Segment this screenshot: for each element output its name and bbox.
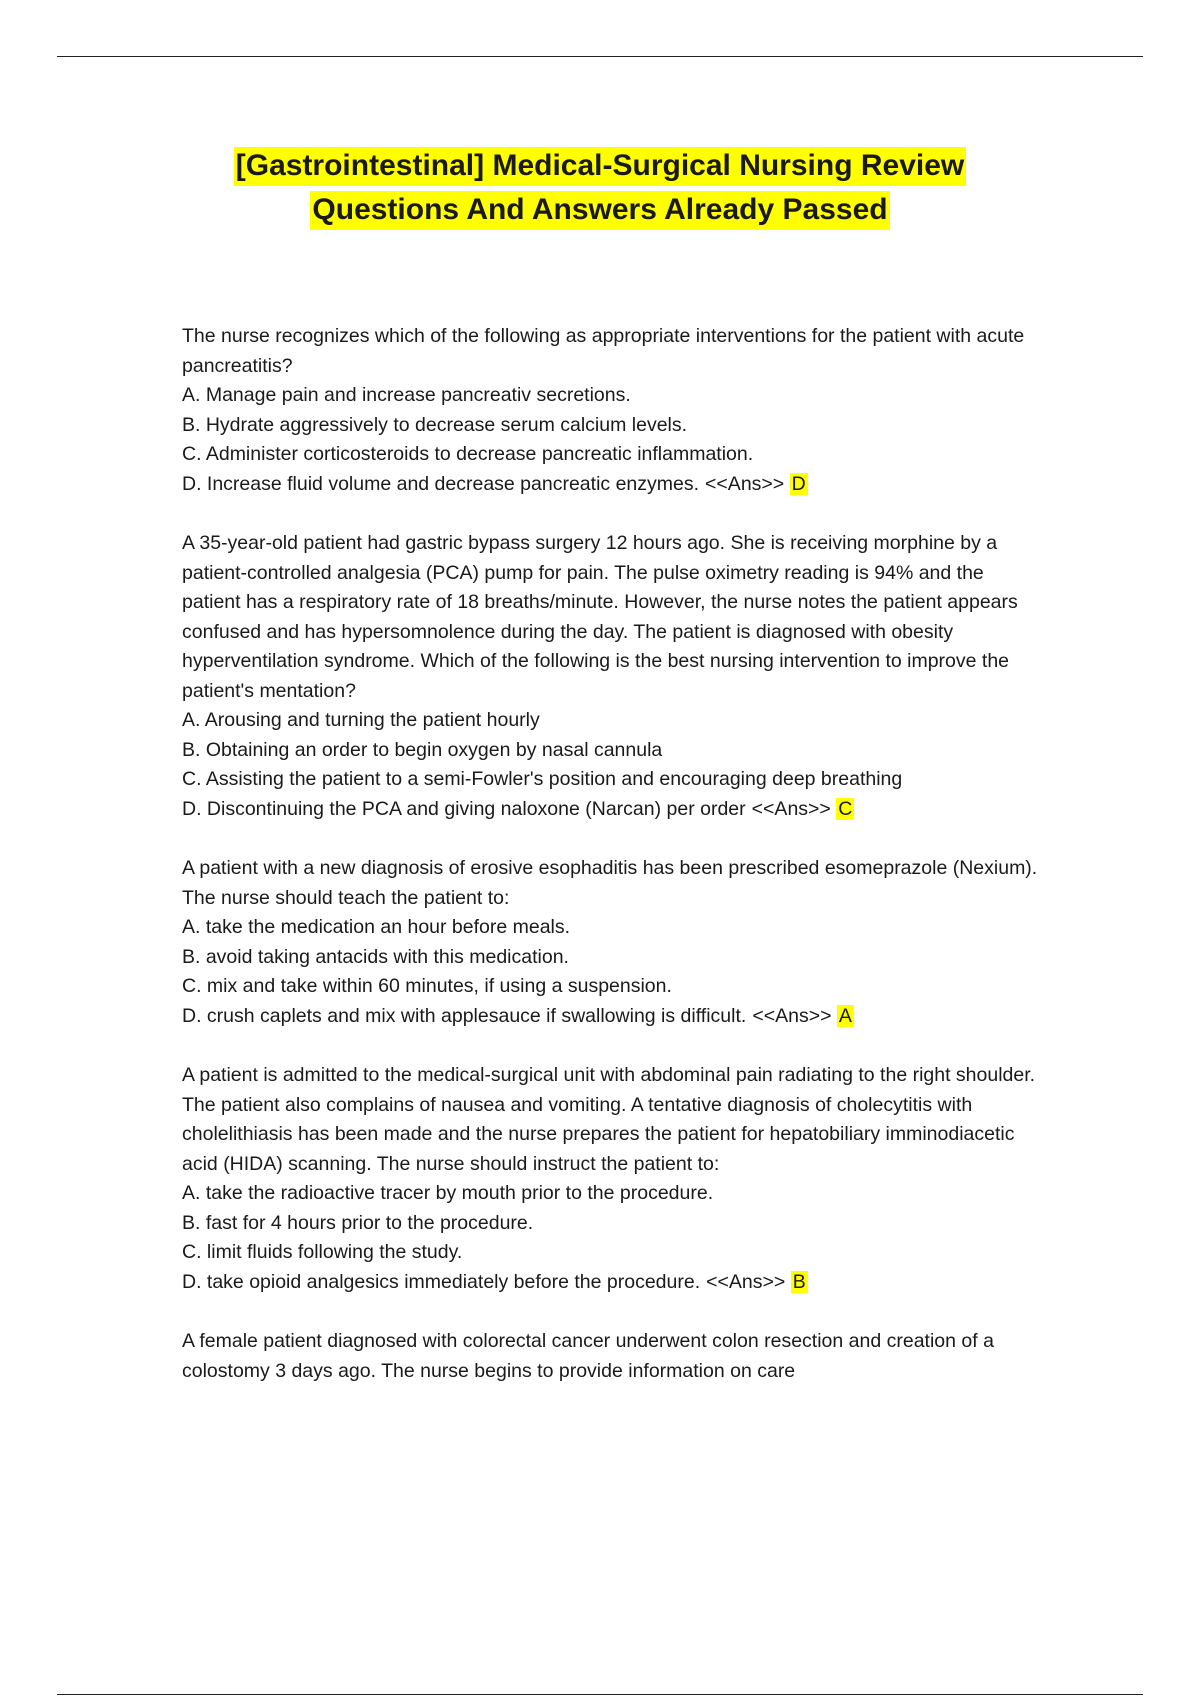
- option-d-with-answer: [182, 470, 1042, 500]
- question-text: A patient with a new diagnosis of erosive esophaditis has been prescribed esomeprazole (Nexium). The nurse should teach the patient to:: [182, 857, 1038, 909]
- answer-letter: B: [792, 1270, 806, 1293]
- document-title: [0, 144, 1200, 232]
- option-a: A. Manage pain and increase pancreativ secretions.: [182, 384, 631, 406]
- option-c: C. Assisting the patient to a semi-Fowler's position and encouraging deep breathing: [182, 768, 903, 790]
- option-d: D. Discontinuing the PCA and giving naloxone (Narcan) per order: [182, 797, 746, 820]
- option-c: C. limit fluids following the study.: [182, 1241, 463, 1263]
- answer-letter: D: [791, 472, 806, 495]
- top-rule: [57, 56, 1143, 57]
- option-a: A. take the medication an hour before meals.: [182, 916, 571, 938]
- answer-prefix: <<Ans>>: [752, 1004, 832, 1027]
- question-text: A patient is admitted to the medical-surgical unit with abdominal pain radiating to the right shoulder. The patient also complains of nausea and vomiting. A tentative diagnosis of cholecytitis with cholelithiasis has been made and the nurse prepares the patient for hepatobiliary imminodiacetic acid (HIDA) scanning. The nurse should instruct the patient to:: [182, 1064, 1036, 1175]
- option-b: B. avoid taking antacids with this medication.: [182, 945, 569, 968]
- option-d-with-answer: [182, 795, 1042, 825]
- option-d: D. take opioid analgesics immediately before the procedure.: [182, 1270, 701, 1293]
- option-list: [182, 706, 1042, 824]
- option-c: C. mix and take within 60 minutes, if using a suspension.: [182, 975, 672, 997]
- option-c: C. Administer corticosteroids to decrease pancreatic inflammation.: [182, 443, 754, 465]
- question-3: [182, 854, 1042, 1031]
- question-text: A female patient diagnosed with colorectal cancer underwent colon resection and creation of a colostomy 3 days ago. The nurse begins to provide information on care: [182, 1330, 994, 1382]
- option-d-with-answer: [182, 1268, 1042, 1298]
- option-a: A. take the radioactive tracer by mouth prior to the procedure.: [182, 1182, 714, 1204]
- answer-prefix: <<Ans>>: [706, 1270, 786, 1293]
- option-b: B. Hydrate aggressively to decrease serum calcium levels.: [182, 413, 688, 436]
- question-1: [182, 322, 1042, 499]
- question-2: [182, 529, 1042, 824]
- answer-letter: C: [838, 797, 853, 820]
- option-a: A. Arousing and turning the patient hourly: [182, 709, 540, 731]
- bottom-rule: [57, 1694, 1143, 1695]
- option-d-with-answer: [182, 1002, 1042, 1032]
- option-d: D. Increase fluid volume and decrease pancreatic enzymes.: [182, 472, 700, 495]
- question-5-partial: [182, 1327, 1042, 1386]
- answer-letter: A: [838, 1004, 852, 1027]
- option-list: [182, 381, 1042, 499]
- question-4: [182, 1061, 1042, 1297]
- answer-prefix: <<Ans>>: [751, 797, 831, 820]
- document-body: [182, 322, 1042, 1386]
- option-b: B. Obtaining an order to begin oxygen by nasal cannula: [182, 738, 663, 761]
- option-list: [182, 913, 1042, 1031]
- question-text: The nurse recognizes which of the following as appropriate interventions for the patient with acute pancreatitis?: [182, 325, 1025, 377]
- answer-prefix: <<Ans>>: [705, 472, 785, 495]
- title-line-1: [Gastrointestinal] Medical-Surgical Nursing Review: [234, 147, 967, 186]
- option-list: [182, 1179, 1042, 1297]
- question-text: A 35-year-old patient had gastric bypass surgery 12 hours ago. She is receiving morphine by a patient-controlled analgesia (PCA) pump for pain. The pulse oximetry reading is 94% and the patient has a respiratory rate of 18 breaths/minute. However, the nurse notes the patient appears confused and has hypersomnolence during the day. The patient is diagnosed with obesity hyperventilation syndrome. Which of the following is the best nursing intervention to improve the patient's mentation?: [182, 532, 1018, 702]
- title-line-2: Questions And Answers Already Passed: [310, 191, 889, 230]
- option-d: D. crush caplets and mix with applesauce if swallowing is difficult.: [182, 1004, 747, 1027]
- option-b: B. fast for 4 hours prior to the procedure.: [182, 1211, 534, 1234]
